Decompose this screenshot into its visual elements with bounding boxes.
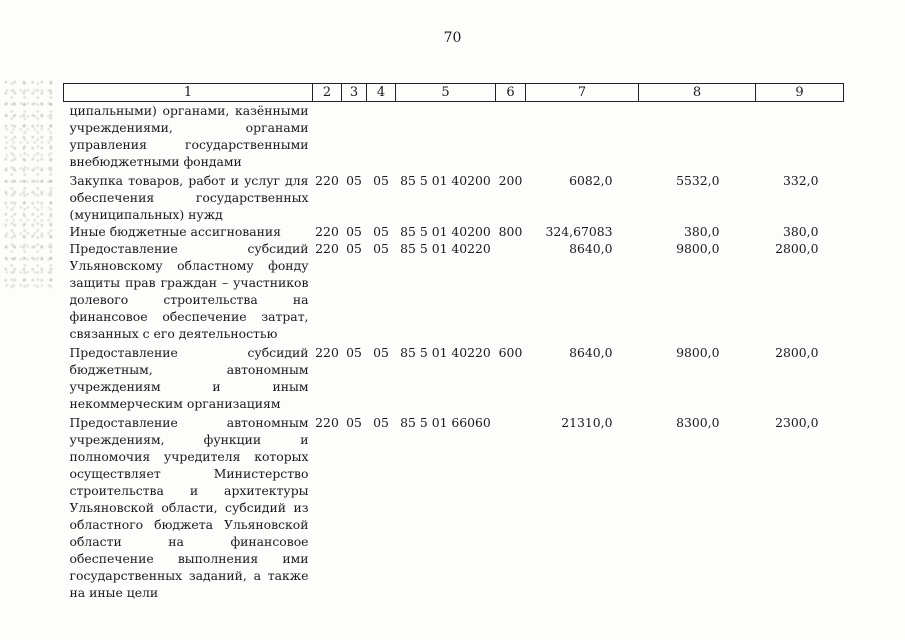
cell-section: 05 bbox=[346, 345, 362, 360]
column-header: 1 bbox=[64, 84, 313, 102]
cell-subsection: 05 bbox=[373, 241, 389, 256]
row-description: Предоставление субсидий бюджетным, автономным учреждениям и иным некоммерческим организациям bbox=[69, 345, 309, 411]
cell-ministry-code: 220 bbox=[315, 241, 339, 256]
budget-table bbox=[63, 83, 844, 601]
cell-target-article: 85 5 01 40200 bbox=[400, 224, 491, 239]
column-header: 9 bbox=[756, 84, 844, 102]
cell-expense-type: 800 bbox=[498, 224, 523, 239]
row-description: ципальными) органами, казёнными учреждениями, органами управления государственными внебюджетными фондами bbox=[69, 103, 309, 169]
cell-section: 05 bbox=[346, 173, 362, 188]
cell-subsection: 05 bbox=[373, 345, 389, 360]
cell-amount-col9: 380,0 bbox=[783, 224, 819, 239]
cell-ministry-code: 220 bbox=[315, 415, 339, 430]
cell-section: 05 bbox=[346, 241, 362, 256]
cell-amount-col8 bbox=[639, 102, 756, 171]
cell-amount-col7: 324,67083 bbox=[545, 224, 613, 239]
cell-amount-col8: 9800,0 bbox=[676, 241, 720, 256]
cell-expense-type bbox=[496, 102, 526, 171]
column-header: 7 bbox=[526, 84, 639, 102]
cell-section: 05 bbox=[346, 224, 362, 239]
table-row bbox=[64, 342, 844, 412]
cell-ministry-code: 220 bbox=[315, 173, 339, 188]
row-description: Иные бюджетные ассигнования bbox=[69, 224, 281, 239]
cell-ministry-code: 220 bbox=[315, 345, 339, 360]
cell-amount-col7: 21310,0 bbox=[561, 415, 613, 430]
row-description: Предоставление субсидий Ульяновскому областному фонду защиты прав граждан – участников долевого строительства на финансовое обеспечение затрат, связанных с его деятельностью bbox=[69, 241, 309, 341]
cell-target-article: 85 5 01 40200 bbox=[400, 173, 491, 188]
cell-subsection: 05 bbox=[373, 415, 389, 430]
cell-subsection: 05 bbox=[373, 173, 389, 188]
column-header: 3 bbox=[342, 84, 367, 102]
cell-target-article: 85 5 01 40220 bbox=[400, 241, 491, 256]
cell-amount-col8: 8300,0 bbox=[676, 415, 720, 430]
cell-target-article: 85 5 01 66060 bbox=[400, 415, 491, 430]
page-number: 70 bbox=[443, 30, 462, 46]
cell-amount-col9 bbox=[756, 102, 844, 171]
column-numbers-row bbox=[64, 84, 844, 102]
cell-subsection bbox=[367, 102, 396, 171]
cell-expense-type: 200 bbox=[498, 173, 523, 188]
cell-amount-col8: 380,0 bbox=[684, 224, 720, 239]
row-description: Закупка товаров, работ и услуг для обеспечения государственных (муниципальных) нужд bbox=[69, 173, 309, 222]
scan-edge-noise bbox=[4, 80, 54, 290]
cell-expense-type: 600 bbox=[498, 345, 523, 360]
column-header: 6 bbox=[496, 84, 526, 102]
cell-amount-col9: 2800,0 bbox=[775, 241, 819, 256]
cell-section: 05 bbox=[346, 415, 362, 430]
cell-target-article bbox=[396, 102, 496, 171]
column-header: 8 bbox=[639, 84, 756, 102]
cell-amount-col7: 8640,0 bbox=[569, 241, 613, 256]
cell-target-article: 85 5 01 40220 bbox=[400, 345, 491, 360]
cell-amount-col9: 332,0 bbox=[783, 173, 819, 188]
cell-expense-type bbox=[496, 412, 526, 601]
cell-amount-col8: 5532,0 bbox=[676, 173, 720, 188]
column-header: 5 bbox=[396, 84, 496, 102]
cell-subsection: 05 bbox=[373, 224, 389, 239]
table-row bbox=[64, 170, 844, 223]
column-header: 4 bbox=[367, 84, 396, 102]
table-row bbox=[64, 102, 844, 171]
table-row bbox=[64, 223, 844, 240]
cell-ministry-code: 220 bbox=[315, 224, 339, 239]
cell-amount-col7 bbox=[526, 102, 639, 171]
cell-amount-col7: 6082,0 bbox=[569, 173, 613, 188]
cell-section bbox=[342, 102, 367, 171]
cell-amount-col9: 2300,0 bbox=[775, 415, 819, 430]
cell-amount-col7: 8640,0 bbox=[569, 345, 613, 360]
cell-amount-col8: 9800,0 bbox=[676, 345, 720, 360]
cell-expense-type bbox=[496, 240, 526, 342]
column-header: 2 bbox=[313, 84, 342, 102]
cell-amount-col9: 2800,0 bbox=[775, 345, 819, 360]
cell-ministry-code bbox=[313, 102, 342, 171]
row-description: Предоставление автономным учреждениям, функции и полномочия учредителя которых осуществляет Министерство строительства и архитектуры Ульяновской области, субсидий из областного бюджета Ульяновской области на финансовое обеспечение выполнения ими государственных заданий, а также на иные цели bbox=[69, 415, 309, 600]
table-row bbox=[64, 240, 844, 342]
table-row bbox=[64, 412, 844, 601]
